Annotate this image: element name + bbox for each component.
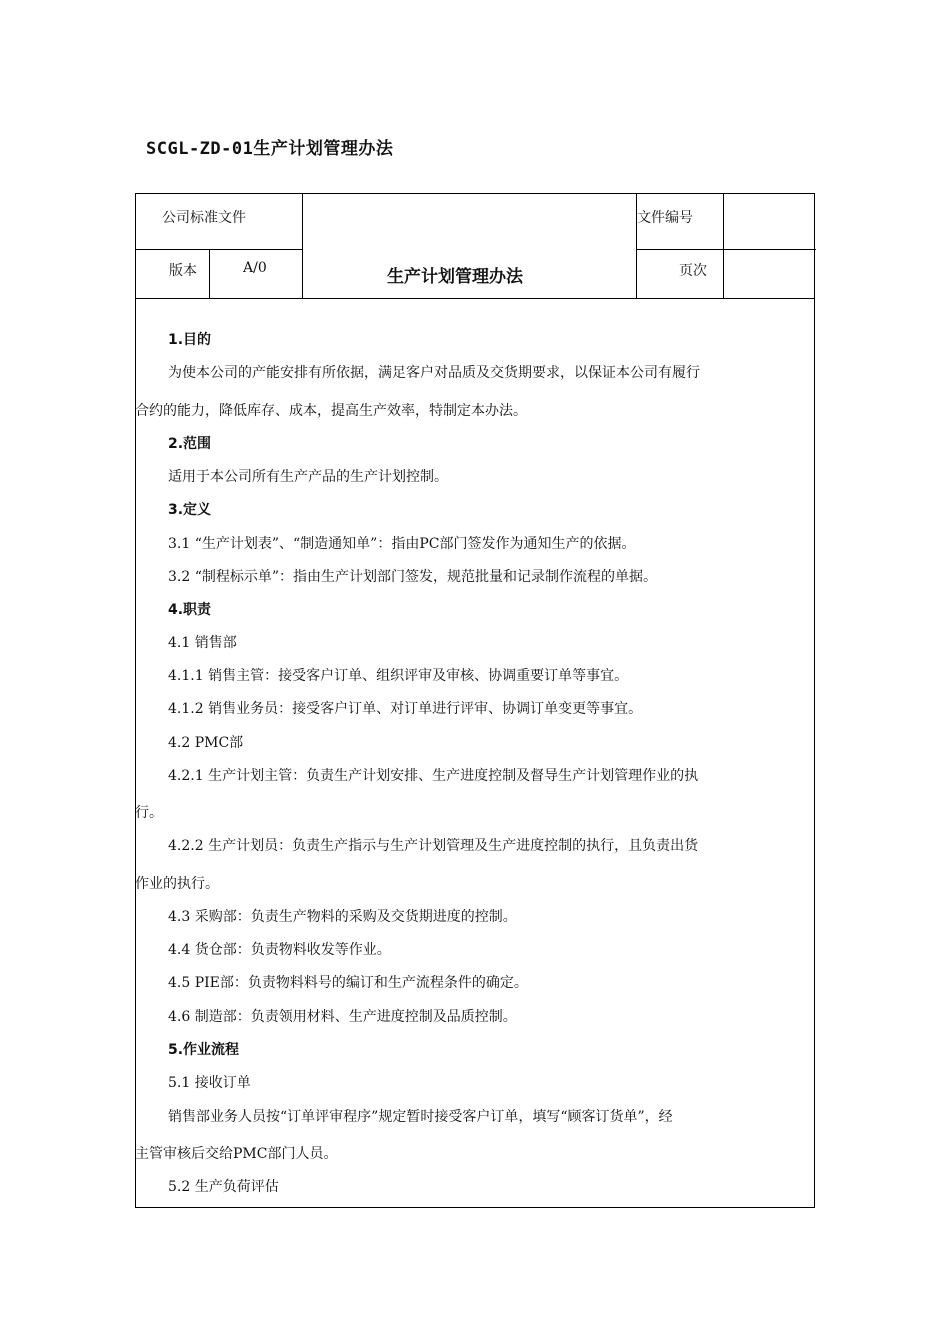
version-divider xyxy=(209,249,210,298)
section-2-para: 适用于本公司所有生产产品的生产计划控制。 xyxy=(168,469,448,485)
header-title: 生产计划管理办法 xyxy=(387,267,523,287)
duty-4-2-2-line2: 作业的执行。 xyxy=(135,876,219,892)
value-divider xyxy=(723,194,724,298)
section-5-heading: 5.作业流程 xyxy=(168,1042,240,1058)
duty-4-4: 4.4 货仓部：负责物料收发等作业。 xyxy=(168,942,391,958)
doc-number-label: 文件编号 xyxy=(637,210,693,226)
version-value: A/0 xyxy=(243,260,267,276)
duty-4-2-1-line2: 行。 xyxy=(135,805,163,821)
process-5-2: 5.2 生产负荷评估 xyxy=(168,1179,279,1195)
version-label: 版本 xyxy=(169,263,197,279)
duty-4-3: 4.3 采购部：负责生产物料的采购及交货期进度的控制。 xyxy=(168,909,517,925)
duty-4-1-1: 4.1.1 销售主管：接受客户订单、组织评审及审核、协调重要订单等事宜。 xyxy=(168,668,629,684)
process-5-1-para-line2: 主管审核后交给PMC部门人员。 xyxy=(135,1146,338,1162)
section-3-heading: 3.定义 xyxy=(168,502,212,518)
section-4-heading: 4.职责 xyxy=(168,602,212,618)
title-left-divider xyxy=(302,194,303,298)
header-divider-left xyxy=(136,249,302,250)
duty-4-2-2-line1: 4.2.2 生产计划员：负责生产指示与生产计划管理及生产进度控制的执行，且负责出货 xyxy=(168,838,699,854)
duty-4-2-1-line1: 4.2.1 生产计划主管：负责生产计划安排、生产进度控制及督导生产计划管理作业的执 xyxy=(168,768,699,784)
process-5-1-para-line1: 销售部业务人员按“订单评审程序”规定暂时接受客户订单，填写“顾客订货单”，经 xyxy=(168,1109,673,1125)
document-title: SCGL-ZD-01生产计划管理办法 xyxy=(146,139,394,159)
process-5-1: 5.1 接收订单 xyxy=(168,1075,251,1091)
duty-4-5: 4.5 PIE部：负责物料料号的编订和生产流程条件的确定。 xyxy=(168,975,528,991)
company-standard-label: 公司标准文件 xyxy=(162,210,246,226)
header-bottom-line xyxy=(136,298,814,299)
duty-4-6: 4.6 制造部：负责领用材料、生产进度控制及品质控制。 xyxy=(168,1009,517,1025)
duty-4-1-2: 4.1.2 销售业务员：接受客户订单、对订单进行评审、协调订单变更等事宜。 xyxy=(168,701,643,717)
header-divider-right xyxy=(636,249,816,250)
definition-3-2: 3.2 “制程标示单”：指由生产计划部门签发，规范批量和记录制作流程的单据。 xyxy=(168,569,658,585)
page-label: 页次 xyxy=(679,263,707,279)
duty-4-1: 4.1 销售部 xyxy=(168,635,237,651)
definition-3-1: 3.1 “生产计划表”、“制造通知单”：指由PC部门签发作为通知生产的依据。 xyxy=(168,536,636,552)
section-1-para-line1: 为使本公司的产能安排有所依据，满足客户对品质及交货期要求，以保证本公司有履行 xyxy=(168,365,700,381)
duty-4-2: 4.2 PMC部 xyxy=(168,735,244,751)
section-2-heading: 2.范围 xyxy=(168,436,212,452)
section-1-heading: 1.目的 xyxy=(168,332,212,348)
section-1-para-line2: 合约的能力，降低库存、成本，提高生产效率，特制定本办法。 xyxy=(135,403,527,419)
